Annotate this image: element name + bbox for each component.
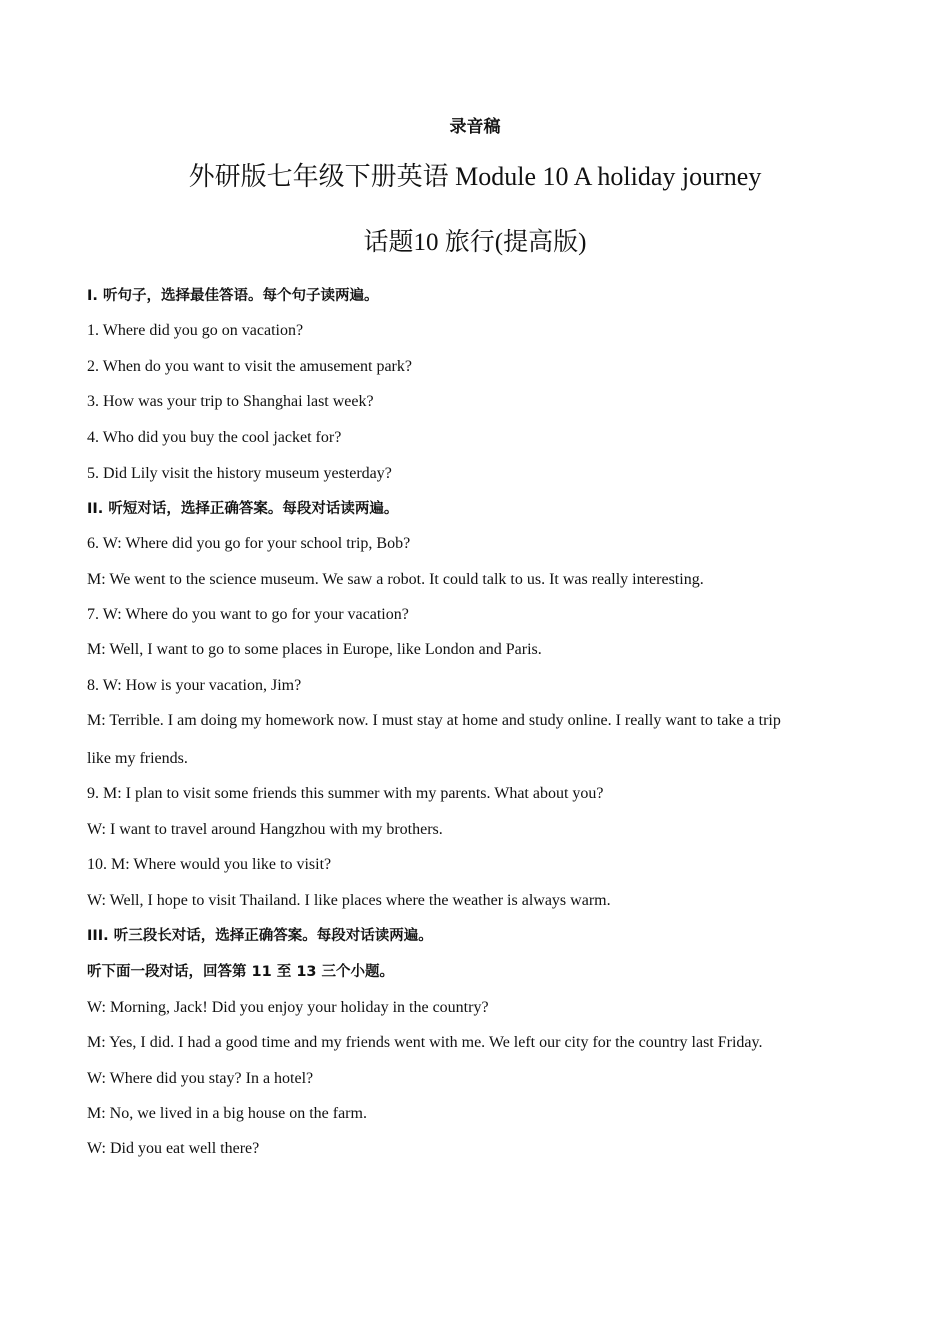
section-2-heading: II. 听短对话，选择正确答案。每段对话读两遍。	[87, 501, 399, 517]
question-10-man: 10. M: Where would you like to visit?	[87, 856, 332, 873]
question-5: 5. Did Lily visit the history museum yesterday?	[87, 465, 392, 482]
dialogue-line: M: No, we lived in a big house on the farm.	[87, 1105, 367, 1122]
question-7-man: M: Well, I want to go to some places in Europe, like London and Paris.	[87, 641, 542, 658]
question-9-woman: W: I want to travel around Hangzhou with my brothers.	[87, 821, 443, 838]
question-8-man: M: Terrible. I am doing my homework now. I must stay at home and study online. I really want to take a trip	[87, 712, 781, 729]
question-6-man: M: We went to the science museum. We saw a robot. It could talk to us. It was really interesting.	[87, 571, 704, 588]
question-10-woman: W: Well, I hope to visit Thailand. I like places where the weather is always warm.	[87, 892, 611, 909]
dialogue-line: W: Morning, Jack! Did you enjoy your holiday in the country?	[87, 999, 489, 1016]
question-9-man: 9. M: I plan to visit some friends this summer with my parents. What about you?	[87, 785, 604, 802]
section-1-heading: Ⅰ. 听句子，选择最佳答语。每个句子读两遍。	[87, 288, 379, 304]
dialogue-line: W: Where did you stay? In a hotel?	[87, 1070, 314, 1087]
transcript-label: 录音稿	[449, 117, 501, 137]
document-subtitle: 话题10 旅行(提高版)	[363, 229, 587, 256]
section-3-heading: III. 听三段长对话，选择正确答案。每段对话读两遍。	[87, 928, 433, 944]
question-7-woman: 7. W: Where do you want to go for your vacation?	[87, 606, 409, 623]
question-3: 3. How was your trip to Shanghai last week?	[87, 393, 374, 410]
document-title: 外研版七年级下册英语 Module 10 A holiday journey	[188, 162, 762, 191]
question-2: 2. When do you want to visit the amusement park?	[87, 358, 412, 375]
question-1: 1. Where did you go on vacation?	[87, 322, 304, 339]
question-6-woman: 6. W: Where did you go for your school trip, Bob?	[87, 535, 411, 552]
question-8-woman: 8. W: How is your vacation, Jim?	[87, 677, 302, 694]
dialogue-line: W: Did you eat well there?	[87, 1140, 260, 1157]
question-8-man-continued: like my friends.	[87, 750, 188, 767]
question-4: 4. Who did you buy the cool jacket for?	[87, 429, 342, 446]
section-3-subheading: 听下面一段对话，回答第 11 至 13 三个小题。	[87, 964, 395, 980]
dialogue-line: M: Yes, I did. I had a good time and my friends went with me. We left our city for the country last Friday.	[87, 1034, 763, 1051]
